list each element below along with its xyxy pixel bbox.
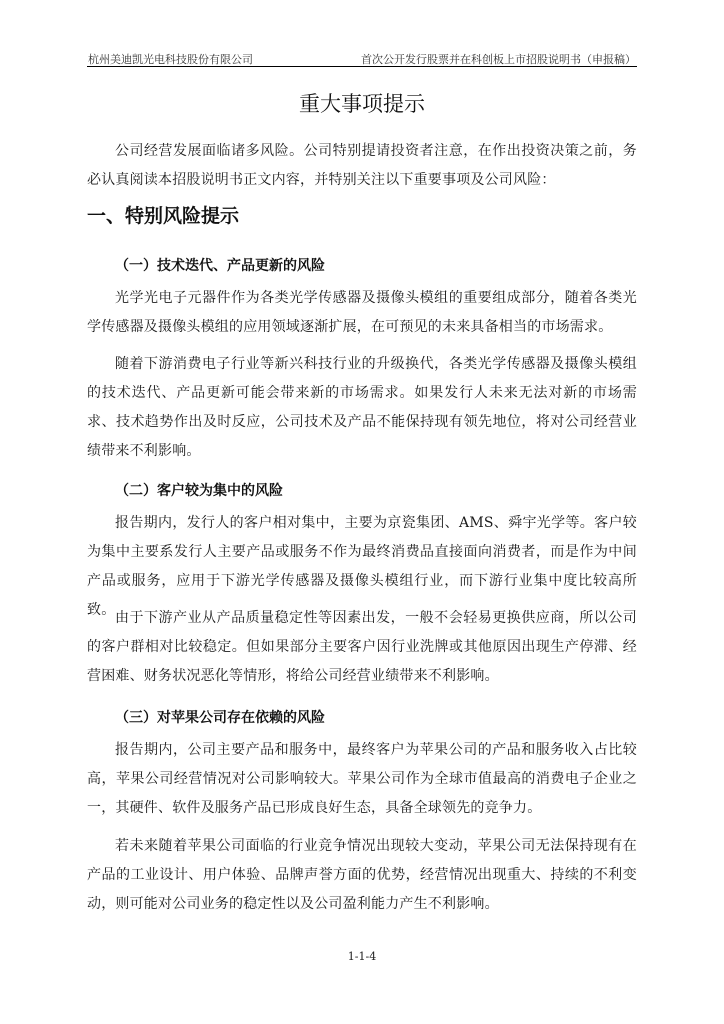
subsection-heading-3: （三）对苹果公司存在依赖的风险: [115, 710, 325, 726]
subsection-2-paragraph-2: 由于下游产业从产品质量稳定性等因素出发，一般不会轻易更换供应商，所以公司的客户群相对比较稳定。但如果部分主要客户因行业洗牌或其他原因出现生产停滞、经营困难、财务状况恶化等情形，将给公司经营业绩带来不利影响。: [87, 610, 637, 684]
running-header: [87, 46, 637, 67]
section-heading: 一、特别风险提示: [87, 205, 240, 227]
subsection-2-paragraph-1: 报告期内，发行人的客户相对集中，主要为京瓷集团、AMS、舜宇光学等。客户较为集中主要系发行人主要产品或服务不作为最终消费品直接面向消费者，而是作为中间产品或服务，应用于下游光学传感器及摄像头模组行业，而下游行业集中度比较高所致。: [87, 515, 637, 618]
header-document-title: 首次公开发行股票并在科创板上市招股说明书（申报稿）: [361, 53, 636, 66]
subsection-3-paragraph-2: 若未来随着苹果公司面临的行业竞争情况出现较大变动，苹果公司无法保持现有在产品的工业设计、用户体验、品牌声誉方面的优势，经营情况出现重大、持续的不利变动，则可能对公司业务的稳定性以及公司盈利能力产生不利影响。: [87, 838, 637, 912]
subsection-1-paragraph-2: 随着下游消费电子行业等新兴科技行业的升级换代，各类光学传感器及摄像头模组的技术迭代、产品更新可能会带来新的市场需求。如果发行人未来无法对新的市场需求、技术趋势作出及时反应，公司技术及产品不能保持现有领先地位，将对公司经营业绩带来不利影响。: [87, 356, 637, 459]
subsection-heading-2: （二）客户较为集中的风险: [115, 483, 283, 499]
subsection-heading-1: （一）技术迭代、产品更新的风险: [115, 258, 325, 274]
subsection-1-paragraph-1: 光学光电子元器件作为各类光学传感器及摄像头模组的重要组成部分，随着各类光学传感器及摄像头模组的应用领域逐渐扩展，在可预见的未来具备相当的市场需求。: [87, 290, 637, 335]
page-number: 1-1-4: [347, 950, 377, 963]
page-title: 重大事项提示: [299, 92, 425, 116]
header-company-name: 杭州美迪凯光电科技股份有限公司: [88, 53, 253, 66]
intro-paragraph: 公司经营发展面临诸多风险。公司特别提请投资者注意，在作出投资决策之前，务必认真阅读本招股说明书正文内容，并特别关注以下重要事项及公司风险：: [87, 143, 637, 188]
subsection-3-paragraph-1: 报告期内，公司主要产品和服务中，最终客户为苹果公司的产品和服务收入占比较高，苹果公司经营情况对公司影响较大。苹果公司作为全球市值最高的消费电子企业之一，其硬件、软件及服务产品已形成良好生态，具备全球领先的竞争力。: [87, 742, 637, 816]
